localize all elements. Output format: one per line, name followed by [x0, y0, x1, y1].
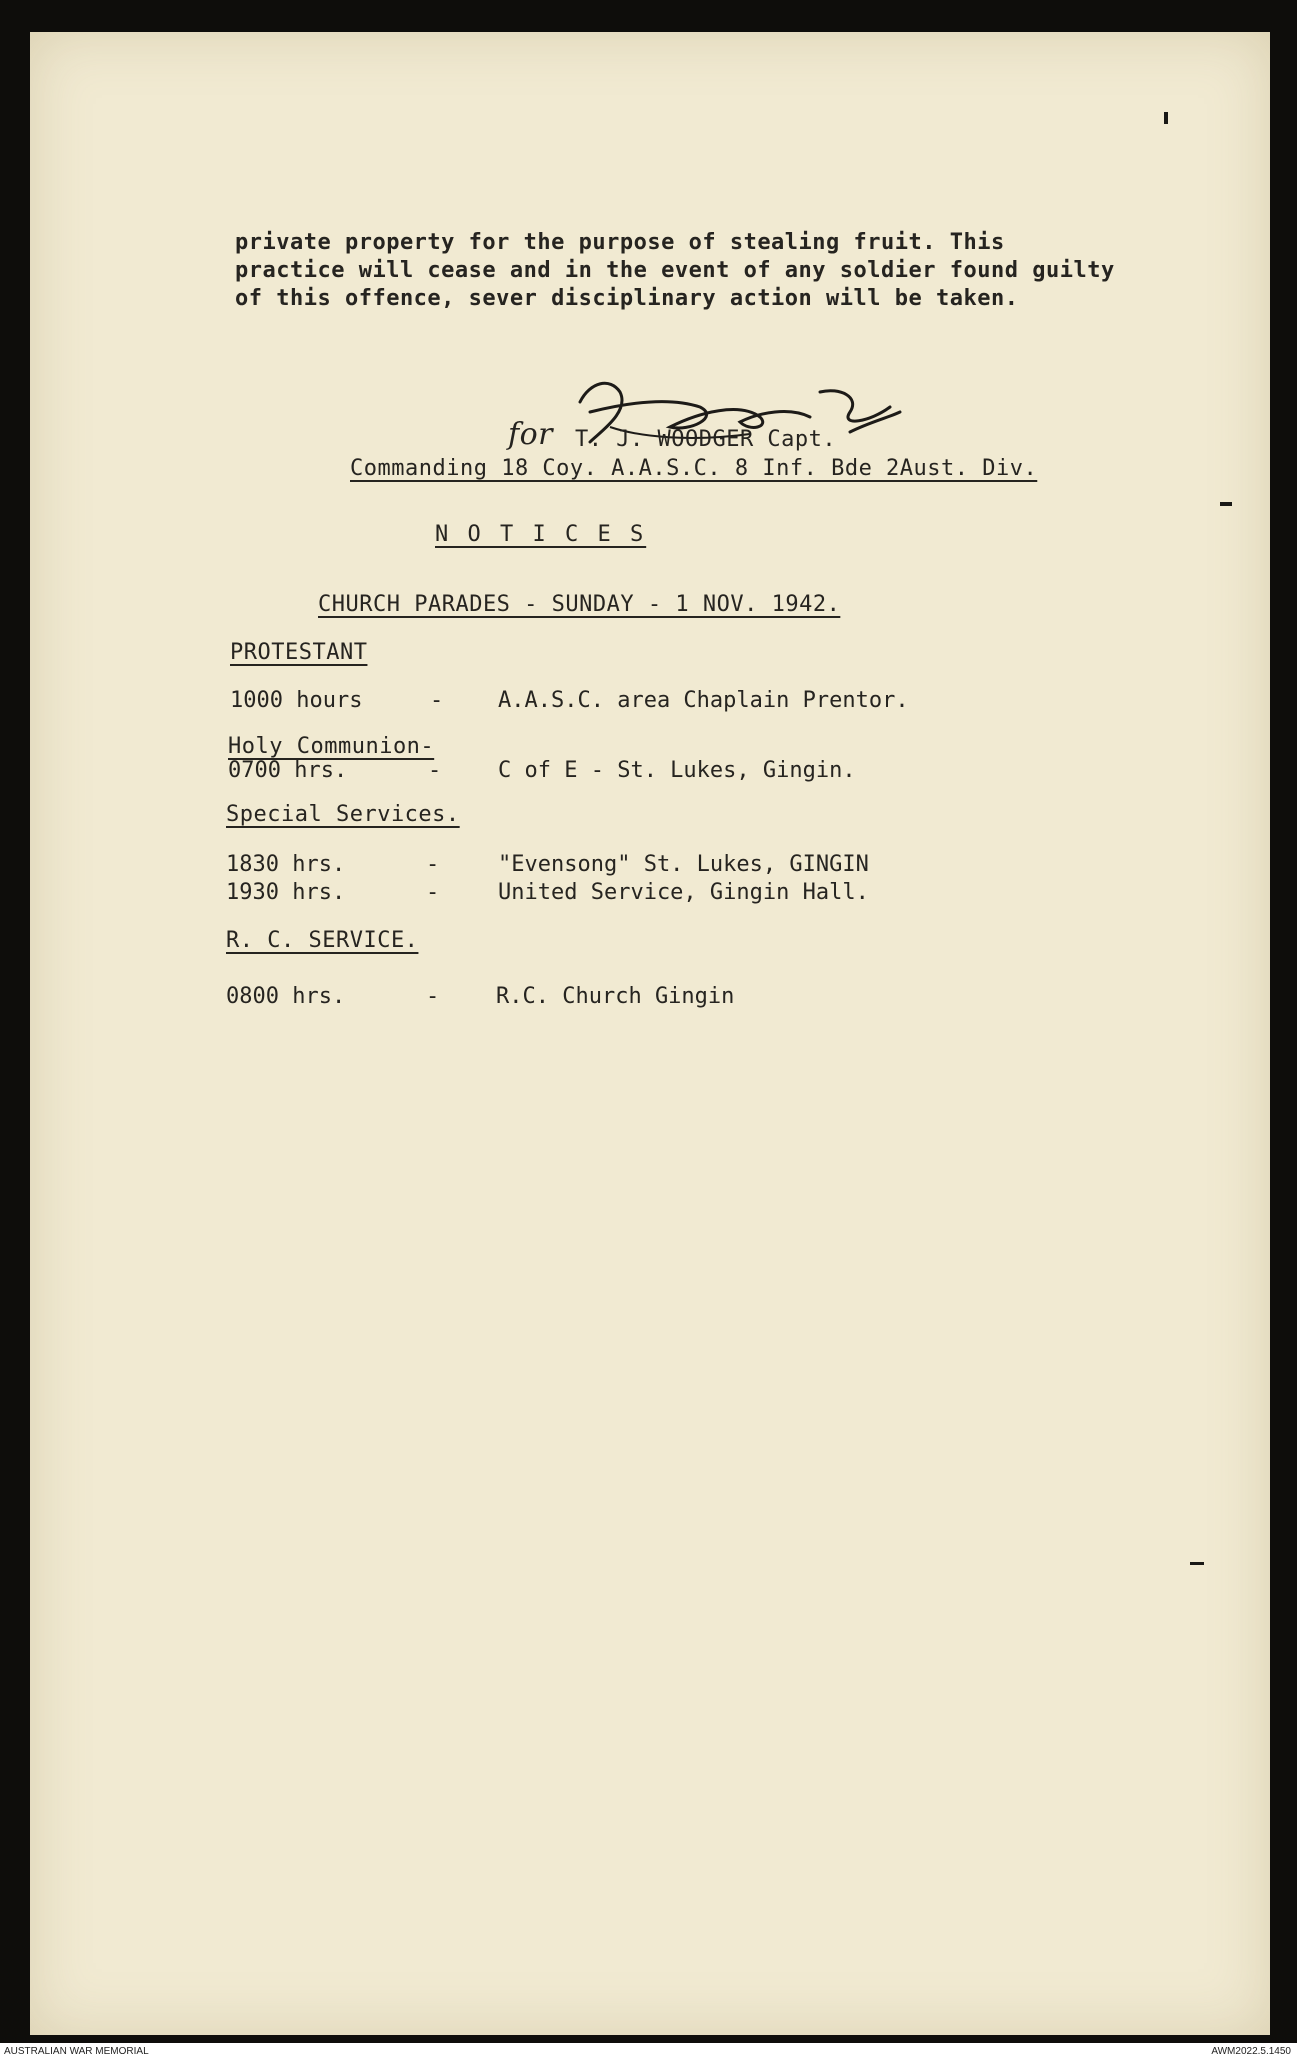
service-time: 0700 hrs.	[228, 758, 348, 783]
service-detail: C of E - St. Lukes, Gingin.	[498, 758, 856, 783]
signatory-name: T. J. WOODGER Capt.	[575, 427, 837, 452]
service-dash: -	[428, 758, 442, 783]
service-detail: R.C. Church Gingin	[496, 984, 735, 1009]
service-dash: -	[430, 688, 444, 713]
footer-source: AUSTRALIAN WAR MEMORIAL	[4, 2046, 149, 2057]
rc-service-row	[226, 984, 735, 1109]
service-dash: -	[426, 852, 440, 877]
letter-line-2: practice will cease and in the event of any soldier found guilty	[235, 258, 1115, 283]
service-detail: A.A.S.C. area Chaplain Prentor.	[498, 688, 909, 713]
protestant-heading: PROTESTANT	[230, 640, 368, 665]
paper-speck	[1164, 112, 1168, 124]
letter-line-3: of this offence, sever disciplinary action will be taken.	[235, 286, 1019, 311]
service-dash: -	[426, 880, 440, 905]
service-detail: United Service, Gingin Hall.	[498, 880, 869, 905]
service-time: 0800 hrs.	[226, 984, 346, 1009]
letter-line-1: private property for the purpose of stealing fruit. This	[235, 230, 1005, 255]
service-time: 1000 hours	[230, 688, 363, 713]
special-services-heading: Special Services.	[226, 802, 460, 827]
archive-footer	[0, 2043, 1297, 2061]
holy-communion-heading: Holy Communion-	[228, 734, 435, 759]
service-time: 1830 hrs.	[226, 852, 346, 877]
service-dash: -	[426, 984, 440, 1009]
signature-for: for	[508, 417, 554, 452]
paper-speck	[1190, 1562, 1204, 1565]
footer-reference: AWM2022.5.1450	[1211, 2046, 1291, 2057]
service-detail: "Evensong" St. Lukes, GINGIN	[498, 852, 869, 877]
document-page	[30, 32, 1270, 2035]
commanding-unit: Commanding 18 Coy. A.A.S.C. 8 Inf. Bde 2Aust. Div.	[350, 456, 1038, 481]
church-parades-heading: CHURCH PARADES - SUNDAY - 1 NOV. 1942.	[318, 592, 841, 617]
paper-speck	[1220, 502, 1232, 506]
service-time: 1930 hrs.	[226, 880, 346, 905]
notices-heading: N O T I C E S	[435, 522, 647, 547]
rc-service-heading: R. C. SERVICE.	[226, 928, 419, 953]
